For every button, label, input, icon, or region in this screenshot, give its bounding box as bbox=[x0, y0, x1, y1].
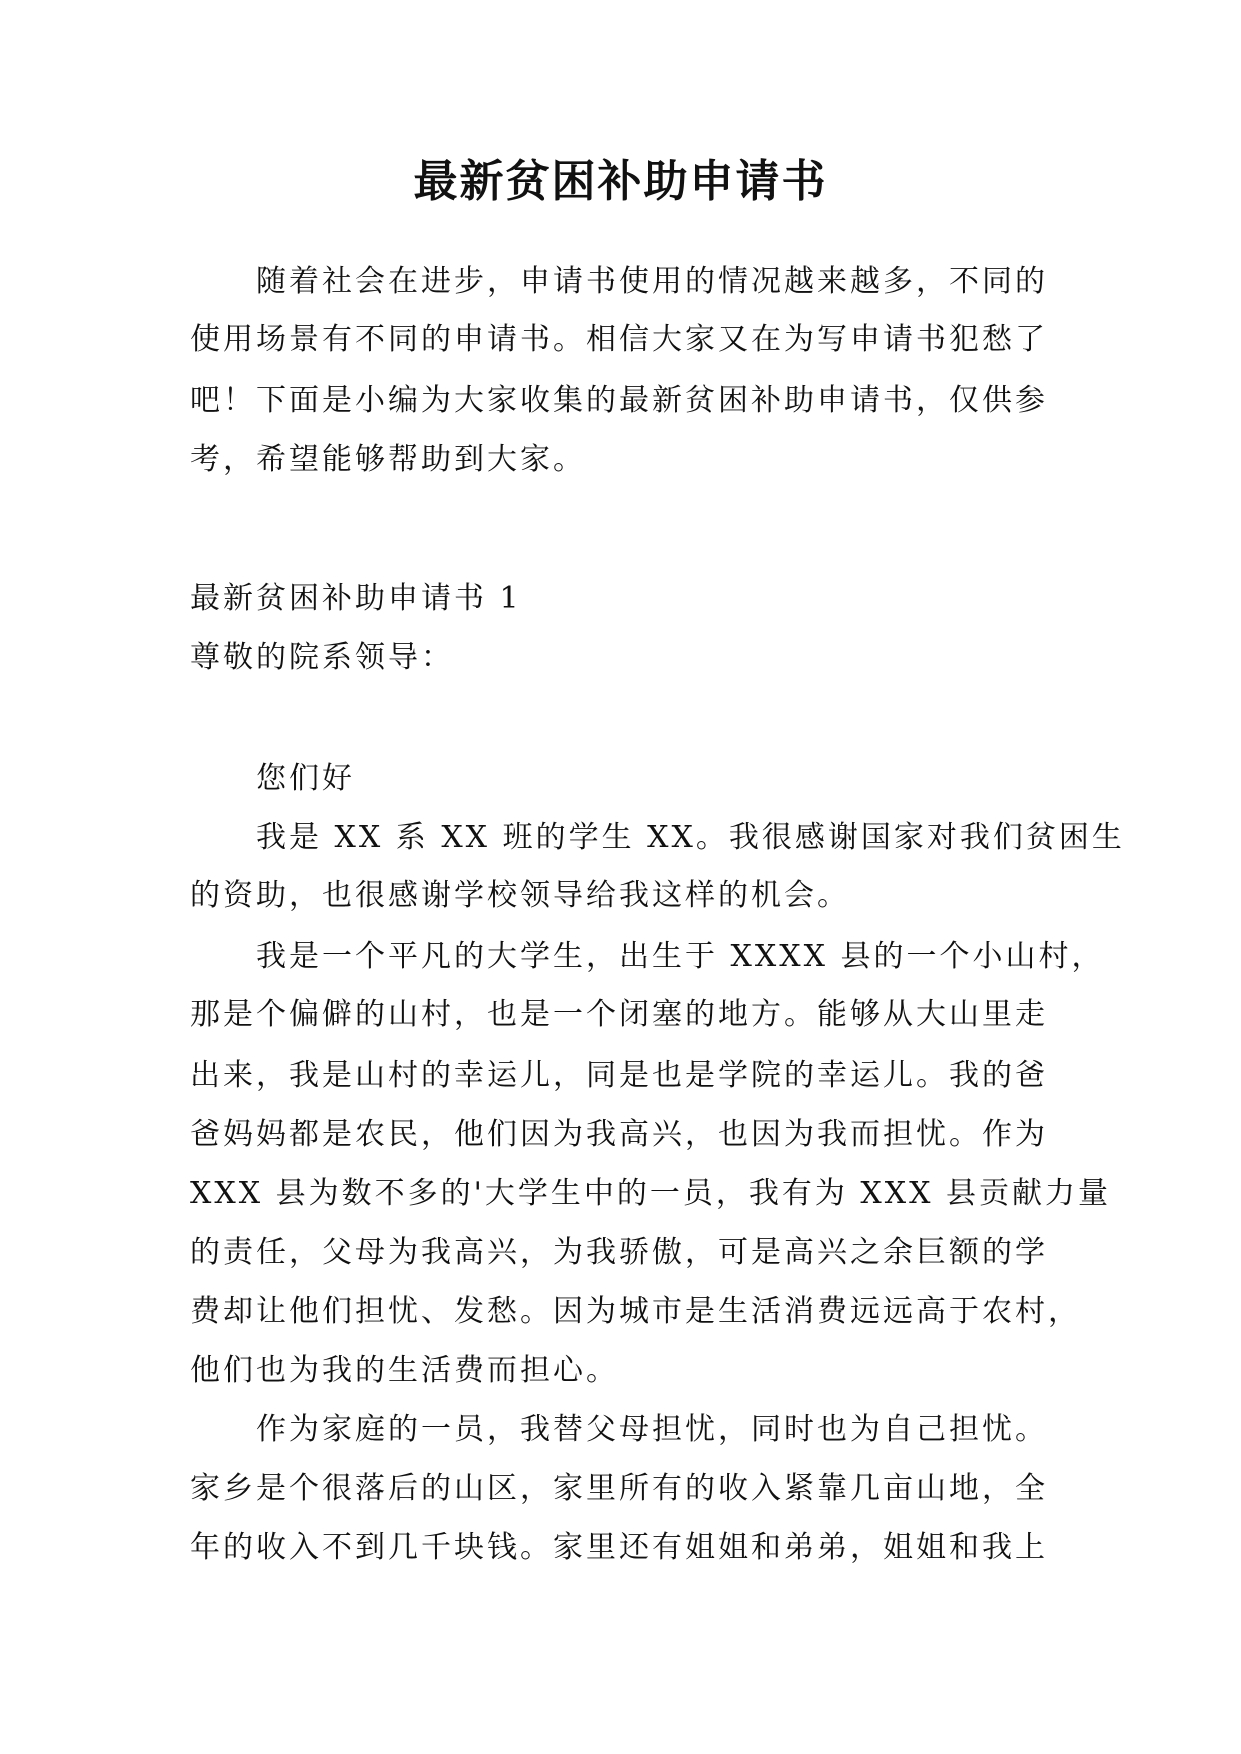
paragraph-line: 他们也为我的生活费而担心。 bbox=[190, 1353, 619, 1388]
document-title: 最新贫困补助申请书 bbox=[413, 156, 828, 207]
paragraph-line: 随着社会在进步，申请书使用的情况越来越多，不同的 bbox=[256, 264, 1048, 299]
paragraph-line: 考，希望能够帮助到大家。 bbox=[190, 442, 586, 477]
section-heading: 最新贫困补助申请书 1 bbox=[190, 581, 522, 616]
paragraph-line: 家乡是个很落后的山区，家里所有的收入紧靠几亩山地，全 bbox=[190, 1471, 1048, 1506]
paragraph-line: 的责任，父母为我高兴，为我骄傲，可是高兴之余巨额的学 bbox=[190, 1235, 1048, 1270]
paragraph-line: 使用场景有不同的申请书。相信大家又在为写申请书犯愁了 bbox=[190, 322, 1048, 357]
greeting: 您们好 bbox=[256, 761, 355, 796]
paragraph-line: 那是个偏僻的山村，也是一个闭塞的地方。能够从大山里走 bbox=[190, 997, 1048, 1032]
paragraph-line: 作为家庭的一员，我替父母担忧，同时也为自己担忧。 bbox=[256, 1412, 1048, 1447]
paragraph-line: XXX 县为数不多的'大学生中的一员，我有为 XXX 县贡献力量 bbox=[190, 1176, 1111, 1211]
paragraph-line: 出来，我是山村的幸运儿，同是也是学院的幸运儿。我的爸 bbox=[190, 1058, 1048, 1093]
salutation: 尊敬的院系领导： bbox=[190, 640, 454, 675]
paragraph-line: 年的收入不到几千块钱。家里还有姐姐和弟弟，姐姐和我上 bbox=[190, 1530, 1048, 1565]
paragraph-line: 费却让他们担忧、发愁。因为城市是生活消费远远高于农村， bbox=[190, 1294, 1081, 1329]
paragraph-line: 我是 XX 系 XX 班的学生 XX。我很感谢国家对我们贫困生 bbox=[256, 820, 1125, 855]
paragraph-line: 我是一个平凡的大学生，出生于 XXXX 县的一个小山村， bbox=[256, 939, 1105, 974]
paragraph-line: 爸妈妈都是农民，他们因为我高兴，也因为我而担忧。作为 bbox=[190, 1117, 1048, 1152]
paragraph-line: 吧！下面是小编为大家收集的最新贫困补助申请书，仅供参 bbox=[190, 383, 1048, 418]
paragraph-line: 的资助，也很感谢学校领导给我这样的机会。 bbox=[190, 878, 850, 913]
